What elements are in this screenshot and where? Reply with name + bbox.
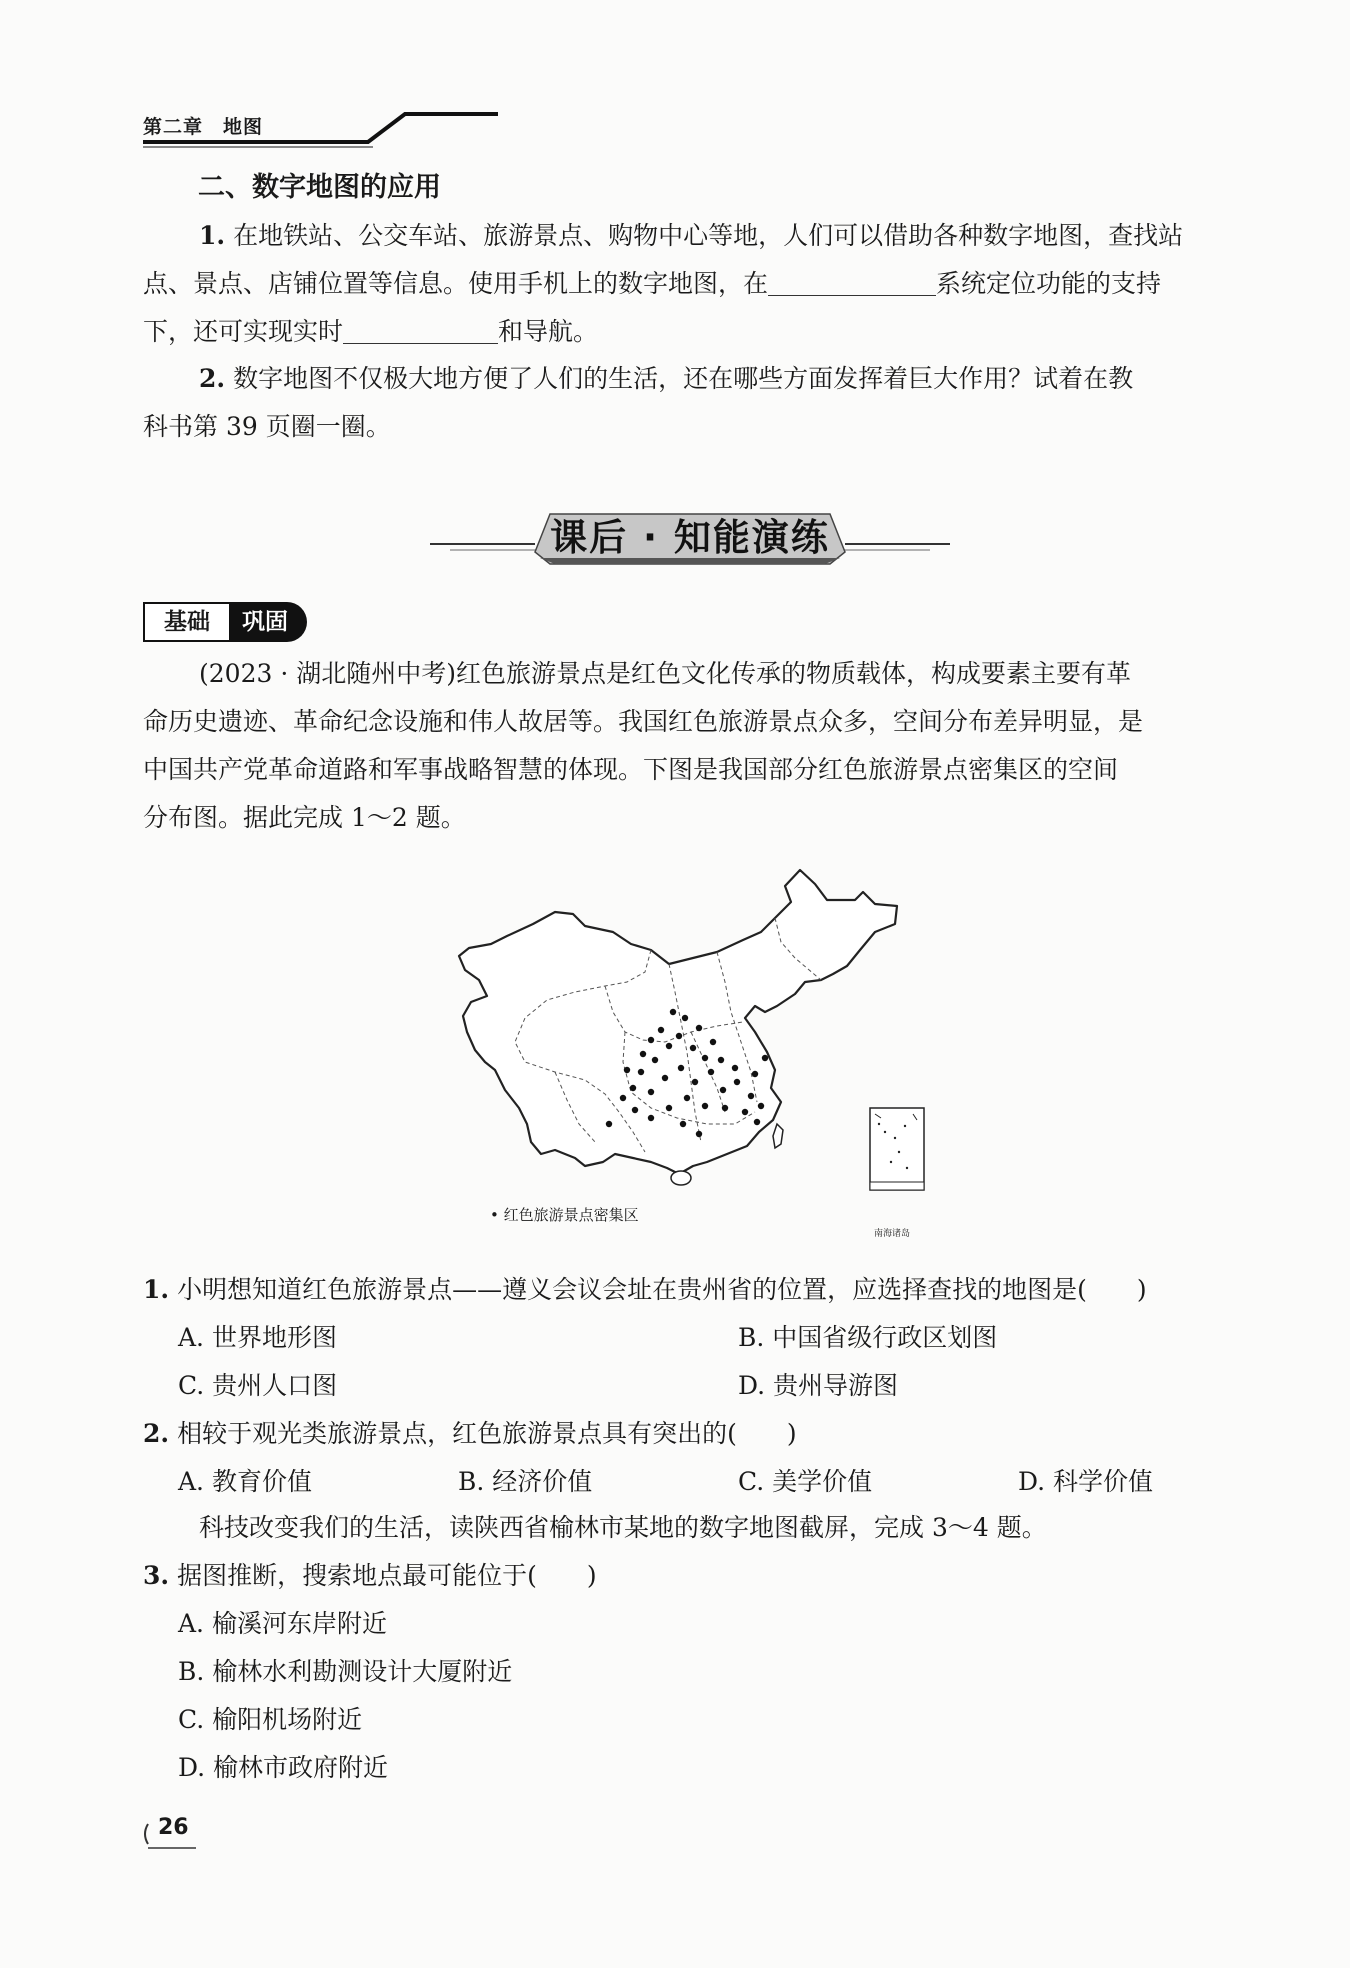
question-text: 小明想知道红色旅游景点——遵义会议会址在贵州省的位置，应选择查找的地图是( ) xyxy=(177,1275,1147,1304)
reading-intro: 科技改变我们的生活，读陕西省榆林市某地的数字地图截屏，完成 3～4 题。 xyxy=(199,1513,1047,1542)
banner-title: 课后 · 知能演练 xyxy=(550,516,830,559)
paragraph-text: (2023 · 湖北随州中考)红色旅游景点是红色文化传承的物质载体，构成要素主要有革 xyxy=(199,659,1131,688)
option-d[interactable]: D. 榆林市政府附近 xyxy=(178,1753,389,1782)
question-number: 3. xyxy=(143,1561,170,1590)
tag-part-b: 巩固 xyxy=(223,602,307,642)
question-1 xyxy=(143,1270,1147,1310)
question-number: 1. xyxy=(199,221,226,250)
paragraph-2 xyxy=(143,355,1243,451)
chapter-label: 第二章 地图 xyxy=(143,116,264,138)
fill-in-blank[interactable] xyxy=(768,269,936,296)
question-number: 2. xyxy=(199,364,226,393)
option-c[interactable]: C. 榆阳机场附近 xyxy=(178,1705,363,1734)
question-text: 相较于观光类旅游景点，红色旅游景点具有突出的( ) xyxy=(177,1419,797,1448)
paragraph-1 xyxy=(143,212,1243,356)
page-number: 26 xyxy=(158,1815,189,1840)
paragraph-text: 中国共产党革命道路和军事战略智慧的体现。下图是我国部分红色旅游景点密集区的空间 xyxy=(143,755,1119,784)
paragraph-text: 科书第 39 页圈一圈。 xyxy=(143,412,391,441)
question-number: 1. xyxy=(143,1275,170,1304)
intro-paragraph xyxy=(143,650,1243,842)
inset-label: 南海诸岛 xyxy=(874,1229,911,1239)
question-text: 据图推断，搜索地点最可能位于( ) xyxy=(177,1561,597,1590)
option-c[interactable]: C. 美学价值 xyxy=(738,1467,873,1496)
paragraph-text: 数字地图不仅极大地方便了人们的生活，还在哪些方面发挥着巨大作用？试着在教 xyxy=(233,364,1134,393)
section-banner xyxy=(430,508,950,578)
china-map-outline xyxy=(455,862,935,1242)
option-b[interactable]: B. 榆林水利勘测设计大厦附近 xyxy=(178,1657,513,1686)
question-3 xyxy=(143,1556,597,1596)
paragraph-text: 分布图。据此完成 1～2 题。 xyxy=(143,803,466,832)
option-a[interactable]: A. 榆溪河东岸附近 xyxy=(178,1609,387,1638)
option-d[interactable]: D. 贵州导游图 xyxy=(738,1371,899,1400)
map-legend: • 红色旅游景点密集区 xyxy=(490,1206,639,1224)
option-a[interactable]: A. 教育价值 xyxy=(178,1467,312,1496)
question-number: 2. xyxy=(143,1419,170,1448)
china-map xyxy=(455,862,935,1242)
section-tag xyxy=(143,602,307,640)
tag-part-a: 基础 xyxy=(143,602,231,642)
paragraph-text: 系统定位功能的支持 xyxy=(936,269,1162,298)
option-a[interactable]: A. 世界地形图 xyxy=(178,1323,337,1352)
paragraph-text: 下，还可实现实时 xyxy=(143,317,344,346)
paragraph-text: 点、景点、店铺位置等信息。使用手机上的数字地图，在 xyxy=(143,269,769,298)
option-b[interactable]: B. 经济价值 xyxy=(458,1467,593,1496)
option-d[interactable]: D. 科学价值 xyxy=(1018,1467,1154,1496)
section-title: 二、数字地图的应用 xyxy=(198,172,441,203)
option-b[interactable]: B. 中国省级行政区划图 xyxy=(738,1323,998,1352)
option-c[interactable]: C. 贵州人口图 xyxy=(178,1371,338,1400)
question-2 xyxy=(143,1414,797,1454)
chapter-header xyxy=(143,110,503,150)
fill-in-blank[interactable] xyxy=(343,317,498,344)
paragraph-text: 在地铁站、公交车站、旅游景点、购物中心等地，人们可以借助各种数字地图，查找站 xyxy=(233,221,1184,250)
paragraph-text: 和导航。 xyxy=(498,317,599,346)
paragraph-text: 命历史遗迹、革命纪念设施和伟人故居等。我国红色旅游景点众多，空间分布差异明显，是 xyxy=(143,707,1144,736)
